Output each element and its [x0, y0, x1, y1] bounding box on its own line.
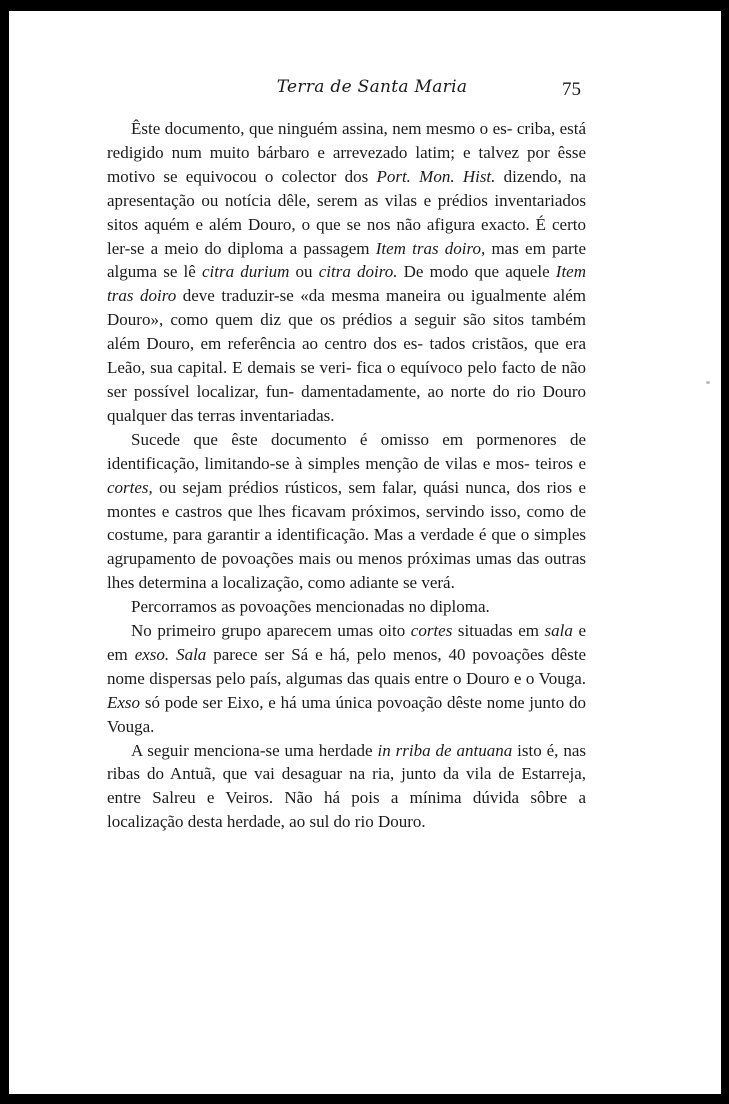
text-run: isto é, nas ribas do Antuã, que vai desaguar na ria, junto da vila de Estarreja, entre Salreu e Veiros. Não há pois a mínima dúvida sôbre a localização desta herdade, ao sul do rio Douro. [107, 740, 586, 832]
text-run: fica o equívoco pelo facto de não ser possível localizar, fun- [107, 358, 587, 401]
italic-run: Item tras doiro [107, 262, 587, 306]
text-run: Sucede que êste documento é omisso em pormenores de identificação, limitando-se à simples menção de vilas e mos- [107, 429, 586, 473]
paragraph [107, 619, 586, 739]
text-run: mas em parte alguma se lê [107, 238, 586, 282]
book-page [9, 11, 721, 1094]
italic-run: Item tras doiro, [375, 238, 486, 258]
paragraph [107, 428, 586, 595]
text-run: dizendo, na apresentação ou notícia dêle, serem as vilas e prédios inventariados sitos aquém e além Douro, o que se nos não afigura exacto. É certo ler-se a meio do diploma a passagem [107, 166, 586, 258]
italic-run: Sala [176, 644, 207, 664]
text-run: No primeiro grupo aparecem umas oito [131, 621, 411, 641]
text-run: só pode ser Eixo, e há uma única povoação dêste nome junto do Vouga. [107, 692, 586, 736]
text-run: ou sejam prédios rústicos, sem falar, quási nunca, dos rios e montes e castros que lhes ficavam próximos, servindo isso, como de costume, para garantir a identificação. Mas a verdade é que o simples agrupamento de povoações mais ou menos próximas umas das outras lhes determina a localização, como adiante se verá. [107, 477, 586, 593]
paragraph [107, 117, 586, 428]
text-run: A seguir menciona-se uma herdade [131, 740, 378, 760]
italic-run: citra durium [201, 262, 290, 282]
italic-run: Port. Mon. Hist. [376, 166, 496, 186]
text-run: De modo que aquele [397, 262, 556, 282]
text-run: e em [107, 621, 586, 664]
paper-speck [706, 381, 710, 384]
italic-run: citra doiro. [318, 262, 398, 282]
italic-run: sala [544, 621, 573, 641]
paragraph [107, 595, 586, 619]
text-run: Percorramos as povoações mencionadas no diploma. [131, 597, 490, 617]
italic-run: Exso [107, 692, 141, 712]
text-run: situadas em [452, 621, 545, 641]
page-number: 75 [562, 79, 581, 100]
body-text [107, 117, 586, 834]
italic-run: exso. [134, 644, 170, 664]
italic-run: cortes, [107, 477, 153, 497]
page-header [9, 77, 721, 107]
text-run: damentadamente, ao norte do rio Douro qualquer das terras inventariadas. [107, 381, 587, 425]
italic-run: in rriba de antuana [377, 740, 513, 760]
italic-run: cortes [410, 621, 453, 641]
running-title: Terra de Santa Maria [276, 77, 468, 97]
text-run: criba, está redigido num muito bárbaro e arrevezado latim; e talvez por êsse motivo se equivocou o colector dos [107, 119, 587, 186]
text-run: Êste documento, que ninguém assina, nem mesmo o es- [131, 119, 513, 138]
text-run: ou [289, 262, 319, 282]
text-run: teiros e [535, 453, 586, 473]
text-run: parece ser Sá e há, pelo menos, 40 povoações dêste nome dispersas pelo país, algumas das quais entre o Douro e o Vouga. [107, 644, 587, 688]
paragraph [107, 739, 586, 835]
text-run: deve traduzir-se «da mesma maneira ou igualmente além Douro», como quem diz que os prédios a seguir são sitos também além Douro, em referência ao centro dos es- [107, 286, 586, 354]
text-run: tados cristãos, que era Leão, sua capital. E demais se veri- [107, 334, 587, 378]
